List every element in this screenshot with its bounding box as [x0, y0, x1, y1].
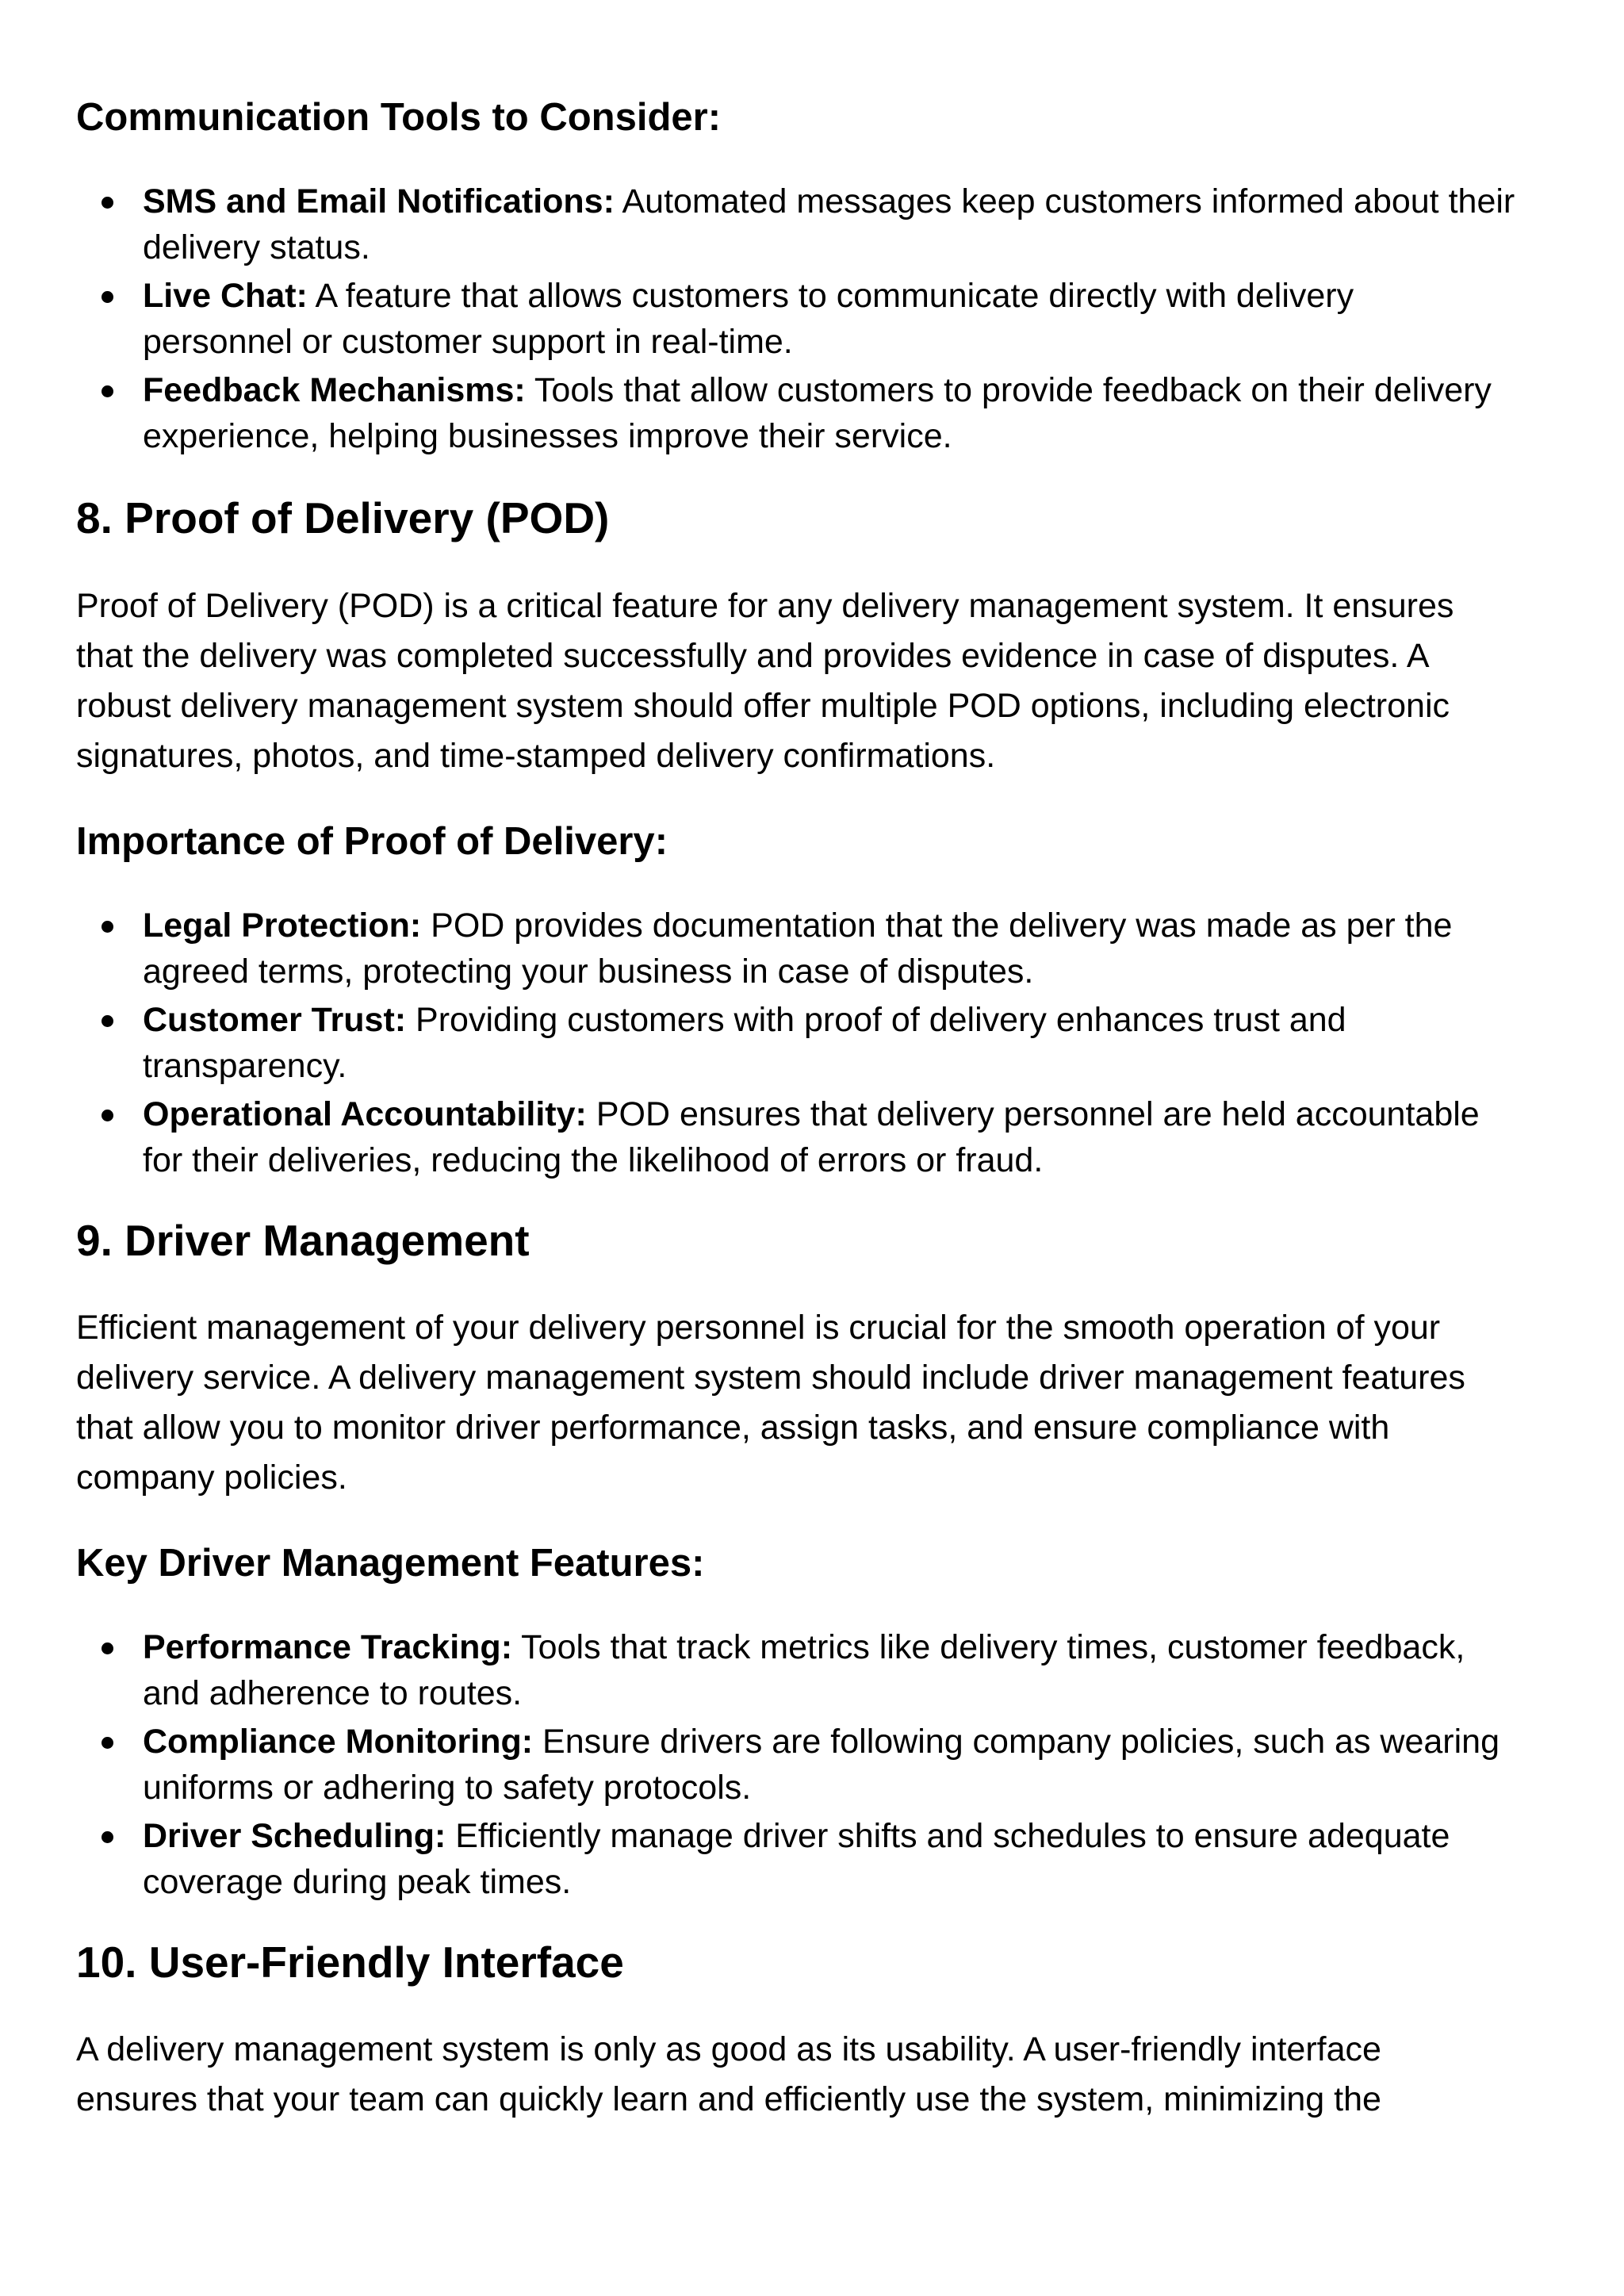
paragraph-line: robust delivery management system should offer multiple POD options, including electronic: [76, 687, 1450, 725]
item-term: Legal Protection:: [143, 907, 422, 945]
list-item: [76, 273, 1559, 365]
list-item: [76, 997, 1559, 1089]
paragraph-line: Efficient management of your delivery personnel is crucial for the smooth operation of your: [76, 1309, 1441, 1347]
bullet-icon: [102, 921, 113, 933]
bullet-icon: [102, 1831, 113, 1843]
bullet-icon: [102, 197, 113, 209]
item-term: Driver Scheduling:: [143, 1817, 446, 1855]
bullet-icon: [102, 1110, 113, 1121]
heading-communication-tools: Communication Tools to Consider:: [76, 96, 722, 139]
item-text: Tools that track metrics like delivery times, customer feedback,: [512, 1628, 1465, 1666]
item-text: Automated messages keep customers informed about their: [614, 182, 1515, 220]
paragraph-proof-of-delivery: [76, 581, 1559, 781]
list-item: [76, 1719, 1559, 1811]
heading-user-friendly-interface: 10. User-Friendly Interface: [76, 1938, 624, 1987]
paragraph-driver-management: [76, 1303, 1559, 1503]
paragraph-line: that the delivery was completed successfully and provides evidence in case of disputes. A: [76, 637, 1430, 675]
list-item: [76, 903, 1559, 995]
item-term: Compliance Monitoring:: [143, 1723, 534, 1761]
item-text: coverage during peak times.: [143, 1863, 572, 1901]
item-term: Feedback Mechanisms:: [143, 371, 526, 409]
item-text: transparency.: [143, 1047, 347, 1085]
paragraph-line: Proof of Delivery (POD) is a critical feature for any delivery management system. It ensures: [76, 587, 1454, 625]
item-term: Operational Accountability:: [143, 1095, 587, 1133]
list-item: [76, 367, 1559, 459]
paragraph-line: company policies.: [76, 1458, 347, 1497]
paragraph-line: ensures that your team can quickly learn and efficiently use the system, minimizing the: [76, 2080, 1381, 2118]
paragraph-line: signatures, photos, and time-stamped delivery confirmations.: [76, 737, 996, 775]
list-item: [76, 1813, 1559, 1905]
item-text: personnel or customer support in real-time.: [143, 323, 793, 361]
item-text: Tools that allow customers to provide feedback on their delivery: [525, 371, 1492, 409]
bullet-icon: [102, 1015, 113, 1027]
item-text: POD ensures that delivery personnel are held accountable: [586, 1095, 1480, 1133]
heading-proof-of-delivery: 8. Proof of Delivery (POD): [76, 493, 610, 542]
driver-features-list: [76, 1624, 1559, 1905]
heading-importance-of-pod: Importance of Proof of Delivery:: [76, 820, 668, 863]
bullet-icon: [102, 1737, 113, 1749]
paragraph-line: that allow you to monitor driver performance, assign tasks, and ensure compliance with: [76, 1409, 1390, 1447]
item-term: Live Chat:: [143, 277, 308, 315]
communication-tools-list: [76, 178, 1559, 459]
item-text: for their deliveries, reducing the likelihood of errors or fraud.: [143, 1141, 1044, 1179]
item-text: experience, helping businesses improve their service.: [143, 417, 952, 455]
list-item: [76, 1624, 1559, 1716]
item-text: agreed terms, protecting your business in case of disputes.: [143, 953, 1034, 991]
bullet-icon: [102, 385, 113, 397]
paragraph-user-friendly-interface: [76, 2025, 1559, 2125]
bullet-icon: [102, 1642, 113, 1654]
item-term: Performance Tracking:: [143, 1628, 513, 1666]
item-text: Efficiently manage driver shifts and schedules to ensure adequate: [446, 1817, 1450, 1855]
item-text: uniforms or adhering to safety protocols.: [143, 1769, 752, 1807]
paragraph-line: delivery service. A delivery management system should include driver management features: [76, 1359, 1465, 1397]
item-term: Customer Trust:: [143, 1001, 407, 1039]
heading-key-driver-features: Key Driver Management Features:: [76, 1542, 705, 1585]
item-term: SMS and Email Notifications:: [143, 182, 615, 220]
heading-driver-management: 9. Driver Management: [76, 1216, 530, 1265]
item-text: and adherence to routes.: [143, 1674, 523, 1712]
item-text: POD provides documentation that the delivery was made as per the: [421, 907, 1453, 945]
item-text: A feature that allows customers to communicate directly with delivery: [307, 277, 1354, 315]
pod-importance-list: [76, 903, 1559, 1183]
list-item: [76, 178, 1559, 270]
item-text: Ensure drivers are following company policies, such as wearing: [533, 1723, 1500, 1761]
list-item: [76, 1091, 1559, 1183]
paragraph-line: A delivery management system is only as good as its usability. A user-friendly interface: [76, 2030, 1381, 2068]
bullet-icon: [102, 291, 113, 303]
item-text: Providing customers with proof of delivery enhances trust and: [406, 1001, 1346, 1039]
item-text: delivery status.: [143, 228, 370, 266]
